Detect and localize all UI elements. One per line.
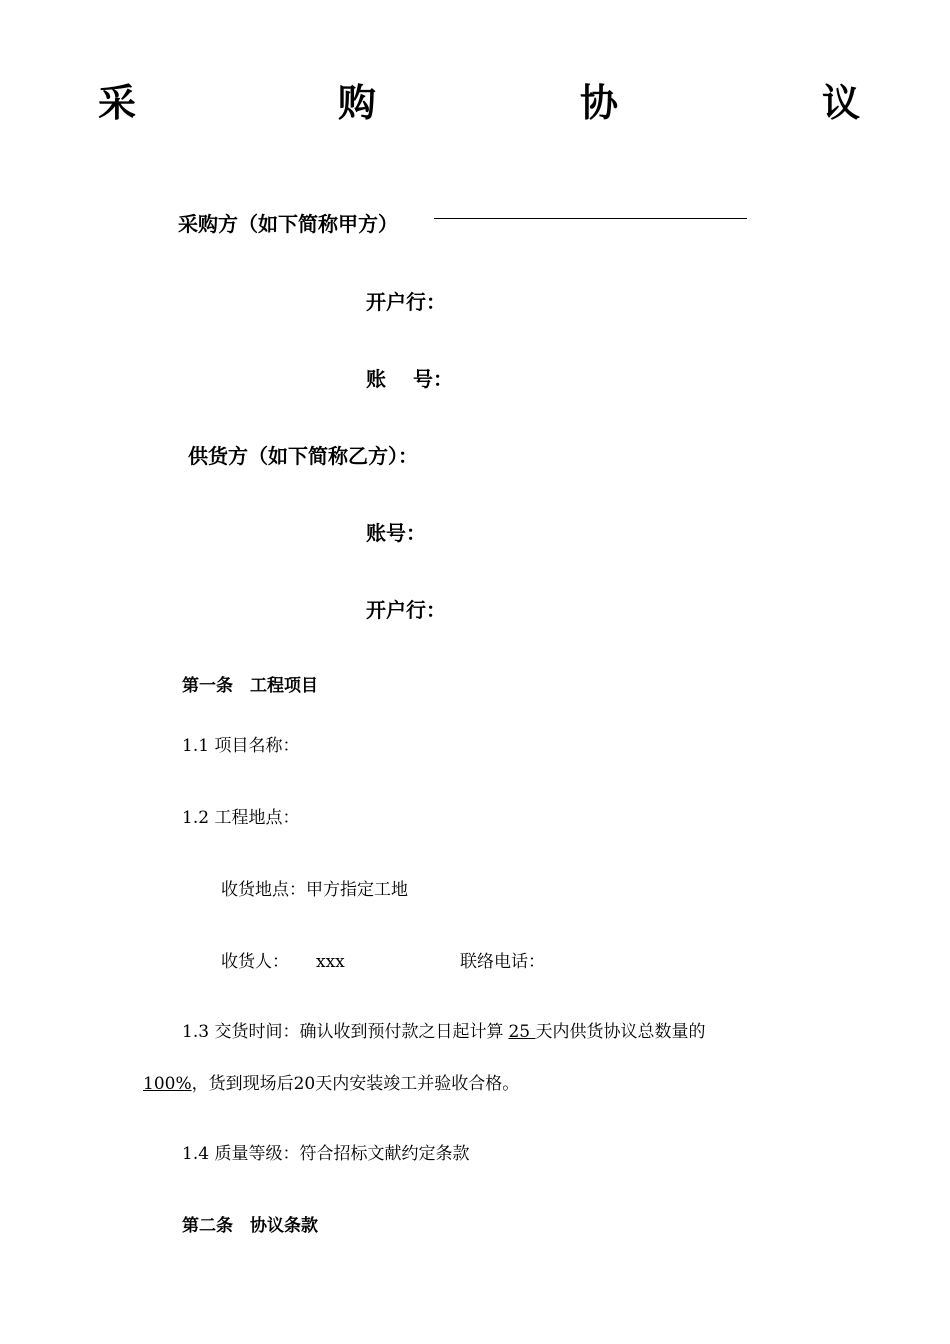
title-char-1: 采 — [98, 80, 137, 125]
item-1-3-line2 — [143, 1071, 519, 1097]
buyer-bank-label: 开户行： — [366, 290, 446, 314]
item-1-2: 1.2 工程地点： — [182, 808, 300, 828]
item-1-3-days: 25 — [508, 1022, 536, 1042]
item-1-1: 1.1 项目名称： — [182, 736, 300, 756]
item-1-3-percent: 100% — [143, 1074, 192, 1094]
receiver-value: xxx — [316, 952, 345, 972]
supplier-account-label: 账号： — [366, 521, 426, 545]
buyer-label: 采购方（如下简称甲方） — [178, 212, 398, 236]
title-char-4: 议 — [822, 80, 861, 125]
item-1-3-rest: ，货到现场后20天内安装竣工并验收合格。 — [191, 1074, 520, 1094]
receiver-label: 收货人： — [221, 952, 289, 972]
item-1-3-suffix: 天内供货协议总数量的 — [535, 1022, 706, 1042]
buyer-account-label: 账 号： — [366, 367, 453, 391]
item-1-4: 1.4 质量等级：符合招标文献约定条款 — [182, 1144, 470, 1164]
title-char-3: 协 — [580, 80, 619, 125]
supplier-label: 供货方（如下简称乙方）： — [188, 444, 418, 468]
delivery-place: 收货地点：甲方指定工地 — [221, 880, 408, 900]
title-char-2: 购 — [338, 80, 377, 125]
article2-heading: 第二条 协议条款 — [182, 1216, 318, 1236]
buyer-name-blank[interactable] — [434, 218, 747, 219]
phone-label: 联络电话： — [460, 952, 545, 972]
article1-heading: 第一条 工程项目 — [182, 676, 318, 696]
supplier-bank-label: 开户行： — [366, 598, 446, 622]
item-1-3-prefix: 1.3 交货时间：确认收到预付款之日起计算 — [182, 1022, 504, 1042]
item-1-3-line1 — [182, 1019, 706, 1045]
